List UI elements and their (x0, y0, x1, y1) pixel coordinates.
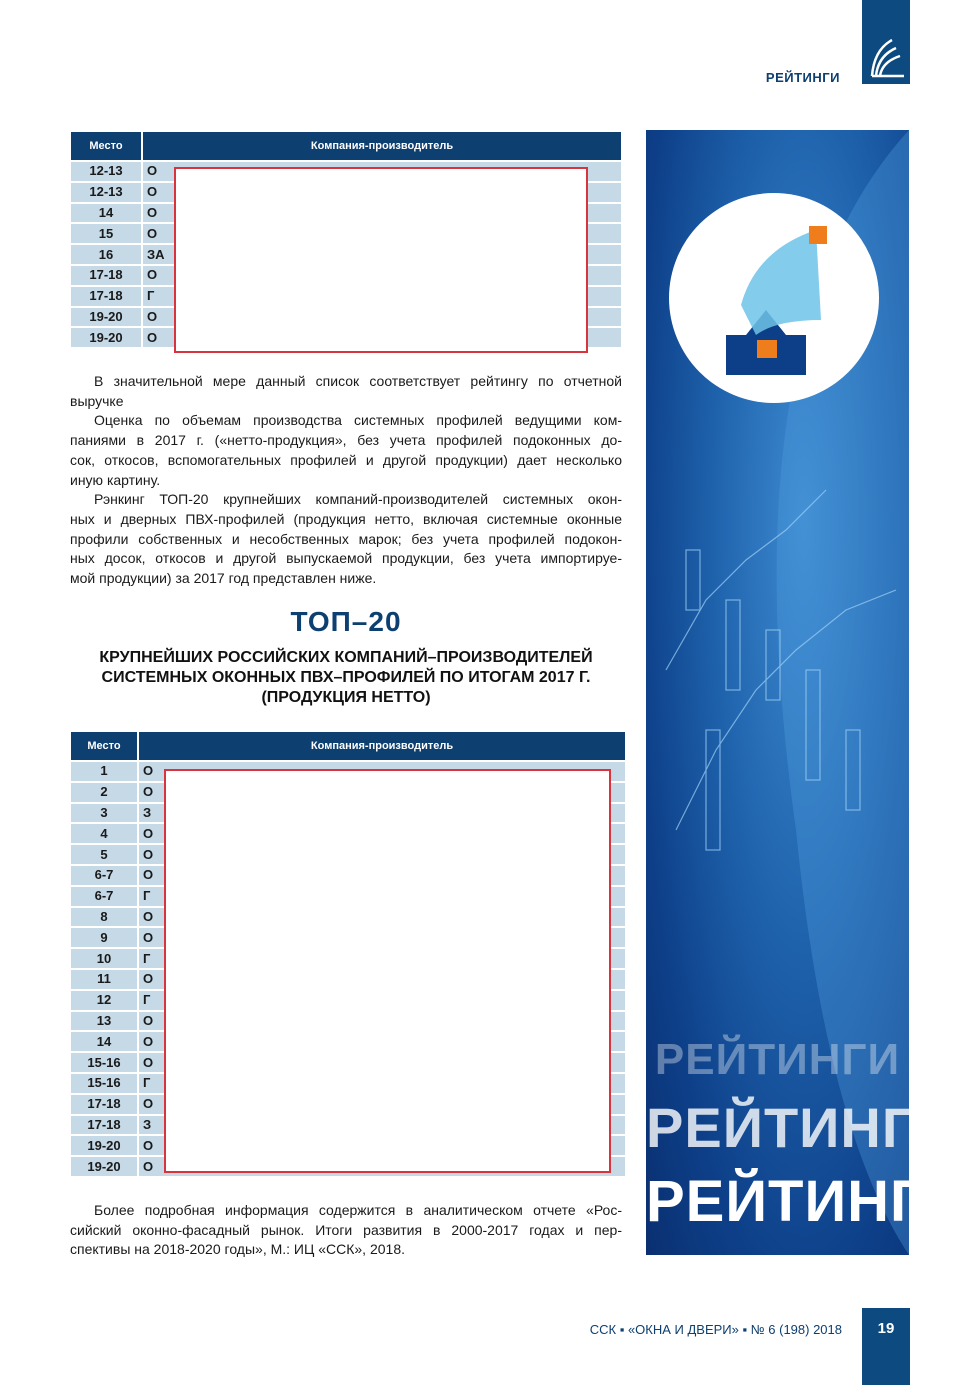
top20-title: ТОП–20 (290, 606, 402, 637)
text-line: иную картину. (70, 471, 161, 488)
place-cell: 19-20 (71, 308, 141, 327)
top20-subtitle (70, 648, 622, 708)
place-cell: 16 (71, 245, 141, 264)
company-cell: О (143, 328, 621, 347)
place-cell: 15-16 (71, 1053, 137, 1072)
column-header-company: Компания-производитель (143, 132, 621, 160)
company-cell: О (139, 928, 625, 947)
company-cell: О (139, 1095, 625, 1114)
place-cell: 3 (71, 804, 137, 823)
section-title: РЕЙТИНГИ (765, 70, 840, 85)
company-cell: Г (139, 1074, 625, 1093)
place-cell: 5 (71, 845, 137, 864)
company-cell: О (139, 1032, 625, 1051)
company-cell: О (143, 224, 621, 243)
place-cell: 13 (71, 1012, 137, 1031)
subtitle-line: КРУПНЕЙШИХ РОССИЙСКИХ КОМПАНИЙ–ПРОИЗВОДИТЕЛЕЙ (99, 649, 593, 666)
company-cell: О (139, 1053, 625, 1072)
company-cell: Г (139, 991, 625, 1010)
place-cell: 6-7 (71, 887, 137, 906)
panel-word: РЕЙТИНГИ (646, 1096, 956, 1159)
place-cell: 17-18 (71, 1116, 137, 1135)
company-cell: О (139, 845, 625, 864)
redaction-box (174, 167, 588, 353)
panel-word: РЕЙТИНГИ (646, 1169, 967, 1234)
text-line: спективы на 2018-2020 годы», М.: ИЦ «ССК», 2018. (70, 1241, 405, 1258)
text-line: мой продукции) за 2017 год представлен ниже. (70, 570, 377, 587)
column-header-place: Место (71, 132, 141, 160)
text-line: Оценка по объемам производства системных профилей ведущими ком- (94, 412, 622, 429)
company-cell: О (139, 1012, 625, 1031)
place-cell: 17-18 (71, 1095, 137, 1114)
company-cell: О (143, 204, 621, 223)
text-line: сок, откосов, вспомогательных профилей и другой продукции) дает несколько (70, 451, 622, 468)
place-cell: 19-20 (71, 1157, 137, 1176)
text-line: В значительной мере данный список соответствует рейтингу по отчетной (94, 373, 622, 389)
place-cell: 8 (71, 908, 137, 927)
company-cell: З (139, 1116, 625, 1135)
company-cell: О (139, 824, 625, 843)
place-cell: 14 (71, 204, 141, 223)
place-cell: 10 (71, 949, 137, 968)
abstract-chart-graphic-icon (646, 130, 967, 1255)
company-cell: ЗА (143, 245, 621, 264)
text-line: Более подробная информация содержится в аналитическом отчете «Рос- (94, 1202, 622, 1218)
place-cell: 14 (71, 1032, 137, 1051)
place-cell: 15 (71, 224, 141, 243)
place-cell: 6-7 (71, 866, 137, 885)
company-cell: Г (143, 287, 621, 306)
text-line: выручке (70, 392, 124, 409)
place-cell: 17-18 (71, 287, 141, 306)
page-number: 19 (862, 1308, 910, 1385)
company-cell: Г (139, 887, 625, 906)
company-cell: О (139, 783, 625, 802)
decorative-panel (646, 130, 967, 1255)
panel-word: РЕЙТИНГИ (654, 1035, 901, 1084)
place-cell: 12-13 (71, 183, 141, 202)
redaction-box (164, 769, 611, 1173)
text-line: ных и дверных ПВХ-профилей (продукция нетто, включая системные оконные (70, 510, 622, 527)
place-cell: 9 (71, 928, 137, 947)
text-line: ных досок, откосов и другой выпускаемой продукции, без учета импортируе- (70, 550, 622, 567)
subtitle-line: СИСТЕМНЫХ ОКОННЫХ ПВХ–ПРОФИЛЕЙ ПО ИТОГАМ 2017 Г. (101, 669, 591, 686)
column-header-company: Компания-производитель (139, 732, 625, 760)
company-cell: О (139, 1157, 625, 1176)
subtitle-line: (ПРОДУКЦИЯ НЕТТО) (261, 689, 431, 706)
company-cell: О (143, 308, 621, 327)
company-cell: О (139, 762, 625, 781)
text-line: профили собственных и несобственных марок; без учета профилей подокон- (70, 530, 622, 547)
place-cell: 12-13 (71, 162, 141, 181)
publication-info: ССК ▪ «ОКНА И ДВЕРИ» ▪ № 6 (198) 2018 (589, 1322, 842, 1337)
closing-text (70, 1201, 622, 1260)
company-cell: О (139, 866, 625, 885)
place-cell: 1 (71, 762, 137, 781)
company-cell: О (143, 183, 621, 202)
place-cell: 12 (71, 991, 137, 1010)
place-cell: 19-20 (71, 328, 141, 347)
logo-block (862, 0, 910, 84)
column-header-place: Место (71, 732, 137, 760)
place-cell: 17-18 (71, 266, 141, 285)
company-cell: Г (139, 949, 625, 968)
company-cell: З (139, 804, 625, 823)
company-cell: О (143, 266, 621, 285)
text-line: паниями в 2017 г. («нетто-продукция», без учета профилей подоконных до- (70, 432, 622, 449)
company-cell: О (143, 162, 621, 181)
place-cell: 2 (71, 783, 137, 802)
place-cell: 4 (71, 824, 137, 843)
place-cell: 19-20 (71, 1136, 137, 1155)
text-line: Рэнкинг ТОП-20 крупнейших компаний-производителей системных окон- (94, 491, 622, 508)
place-cell: 11 (71, 970, 137, 989)
body-text (70, 372, 622, 589)
company-cell: О (139, 1136, 625, 1155)
company-cell: О (139, 970, 625, 989)
text-line: сийский оконно-фасадный рынок. Итоги развития в 2000-2017 годах и пер- (70, 1221, 622, 1238)
company-cell: О (139, 908, 625, 927)
place-cell: 15-16 (71, 1074, 137, 1093)
magazine-logo-icon (862, 0, 910, 84)
